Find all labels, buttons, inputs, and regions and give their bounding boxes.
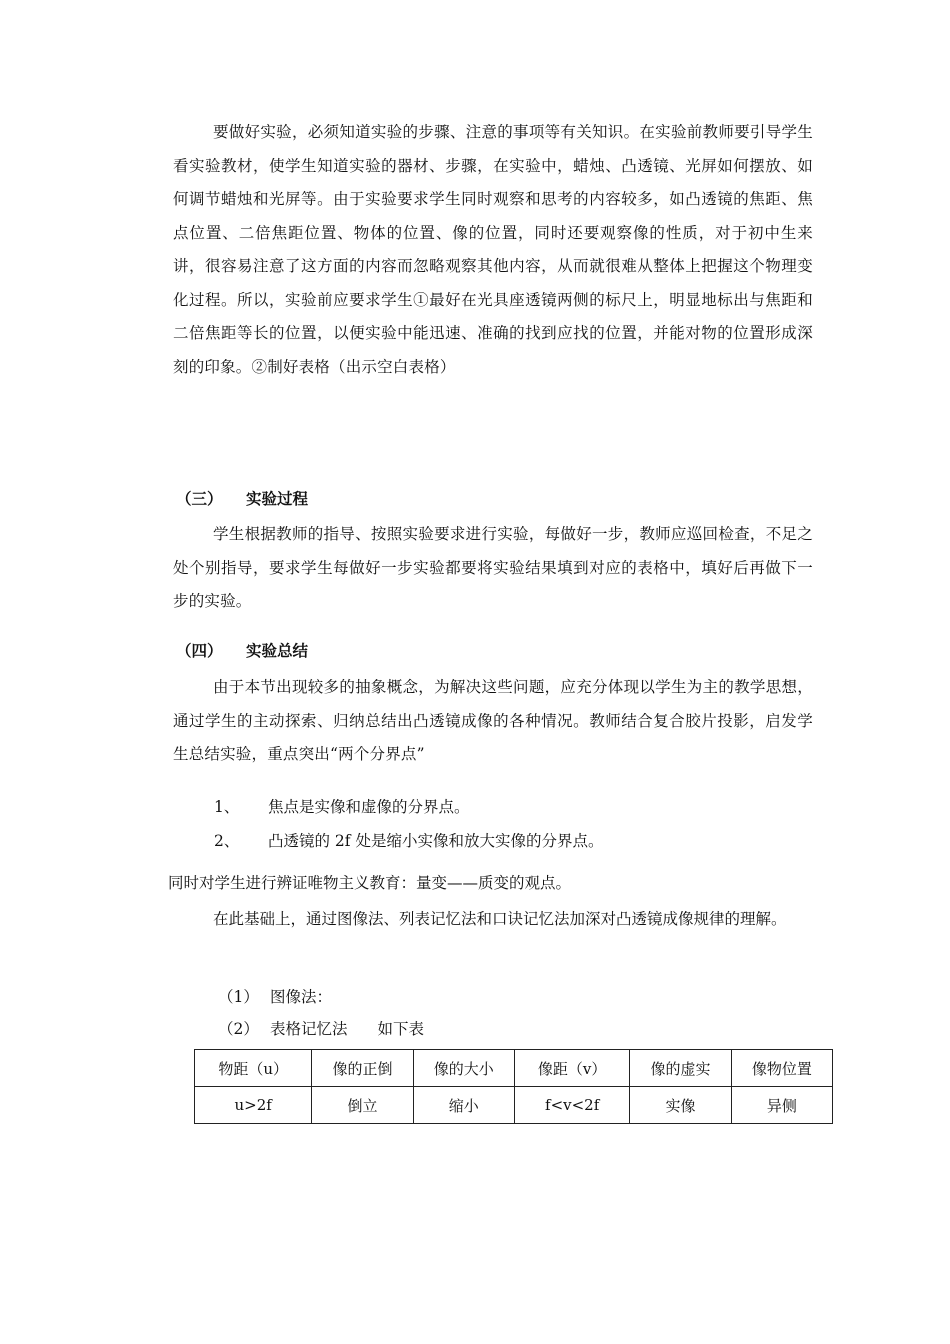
section-3-heading xyxy=(176,484,308,514)
table-header-cell: 像距（v） xyxy=(514,1050,629,1087)
table-cell: 异侧 xyxy=(731,1087,832,1124)
table-header-cell: 像的大小 xyxy=(413,1050,514,1087)
boundary-point-2-text: 凸透镜的 2f 处是缩小实像和放大实像的分界点。 xyxy=(268,832,604,850)
table-cell: 倒立 xyxy=(312,1087,413,1124)
method-2-note: 如下表 xyxy=(377,1020,425,1038)
section-3-number: （三） xyxy=(176,490,223,508)
section-3-title: 实验过程 xyxy=(246,490,309,508)
table-cell: 缩小 xyxy=(413,1087,514,1124)
boundary-point-1 xyxy=(214,792,470,822)
intro-paragraph: 要做好实验，必须知道实验的步骤、注意的事项等有关知识。在实验前教师要引导学生看实验教材，使学生知道实验的器材、步骤，在实验中，蜡烛、凸透镜、光屏如何摆放、如何调节蜡烛和光屏等。由于实验要求学生同时观察和思考的内容较多，如凸透镜的焦距、焦点位置、二倍焦距位置、物体的位置、像的位置，同时还要观察像的性质，对于初中生来讲，很容易注意了这方面的内容而忽略观察其他内容，从而就很难从整体上把握这个物理变化过程。所以，实验前应要求学生①最好在光具座透镜两侧的标尺上，明显地标出与焦距和二倍焦距等长的位置，以便实验中能迅速、准确的找到应找的位置，并能对物的位置形成深刻的印象。②制好表格（出示空白表格） xyxy=(173,123,813,376)
method-1 xyxy=(218,982,332,1012)
section-4-number: （四） xyxy=(176,642,223,660)
section-4-heading xyxy=(176,636,308,666)
boundary-point-1-text: 焦点是实像和虚像的分界点。 xyxy=(268,798,470,816)
table-cell: u>2f xyxy=(195,1087,312,1124)
table-header-cell: 物距（u） xyxy=(195,1050,312,1087)
method-1-text: 图像法： xyxy=(270,988,333,1006)
section-4-title: 实验总结 xyxy=(246,642,309,660)
section-3-body: 学生根据教师的指导、按照实验要求进行实验，每做好一步，教师应巡回检查，不足之处个别指导，要求学生每做好一步实验都要将实验结果填到对应的表格中，填好后再做下一步的实验。 xyxy=(173,525,813,610)
dialectic-sentence: 同时对学生进行辨证唯物主义教育：量变——质变的观点。 xyxy=(168,874,572,892)
method-2-text: 表格记忆法 xyxy=(270,1020,348,1038)
boundary-point-1-number: 1、 xyxy=(214,798,240,816)
boundary-point-2-number: 2、 xyxy=(214,832,240,850)
method-2 xyxy=(218,1014,424,1044)
table-cell: f<v<2f xyxy=(514,1087,629,1124)
method-2-number: （2） xyxy=(218,1020,259,1038)
method-1-number: （1） xyxy=(218,988,259,1006)
boundary-point-2 xyxy=(214,826,603,856)
table-header-row xyxy=(195,1050,833,1087)
table-header-cell: 像的虚实 xyxy=(630,1050,731,1087)
table-cell: 实像 xyxy=(630,1087,731,1124)
table-header-cell: 像的正倒 xyxy=(312,1050,413,1087)
section-4-body: 由于本节出现较多的抽象概念，为解决这些问题，应充分体现以学生为主的教学思想，通过学生的主动探索、归纳总结出凸透镜成像的各种情况。教师结合复合胶片投影，启发学生总结实验，重点突出“两个分界点” xyxy=(173,678,813,763)
deepen-paragraph: 在此基础上，通过图像法、列表记忆法和口诀记忆法加深对凸透镜成像规律的理解。 xyxy=(213,910,787,928)
table-header-cell: 像物位置 xyxy=(731,1050,832,1087)
table-row xyxy=(195,1087,833,1124)
imaging-table xyxy=(194,1049,833,1124)
